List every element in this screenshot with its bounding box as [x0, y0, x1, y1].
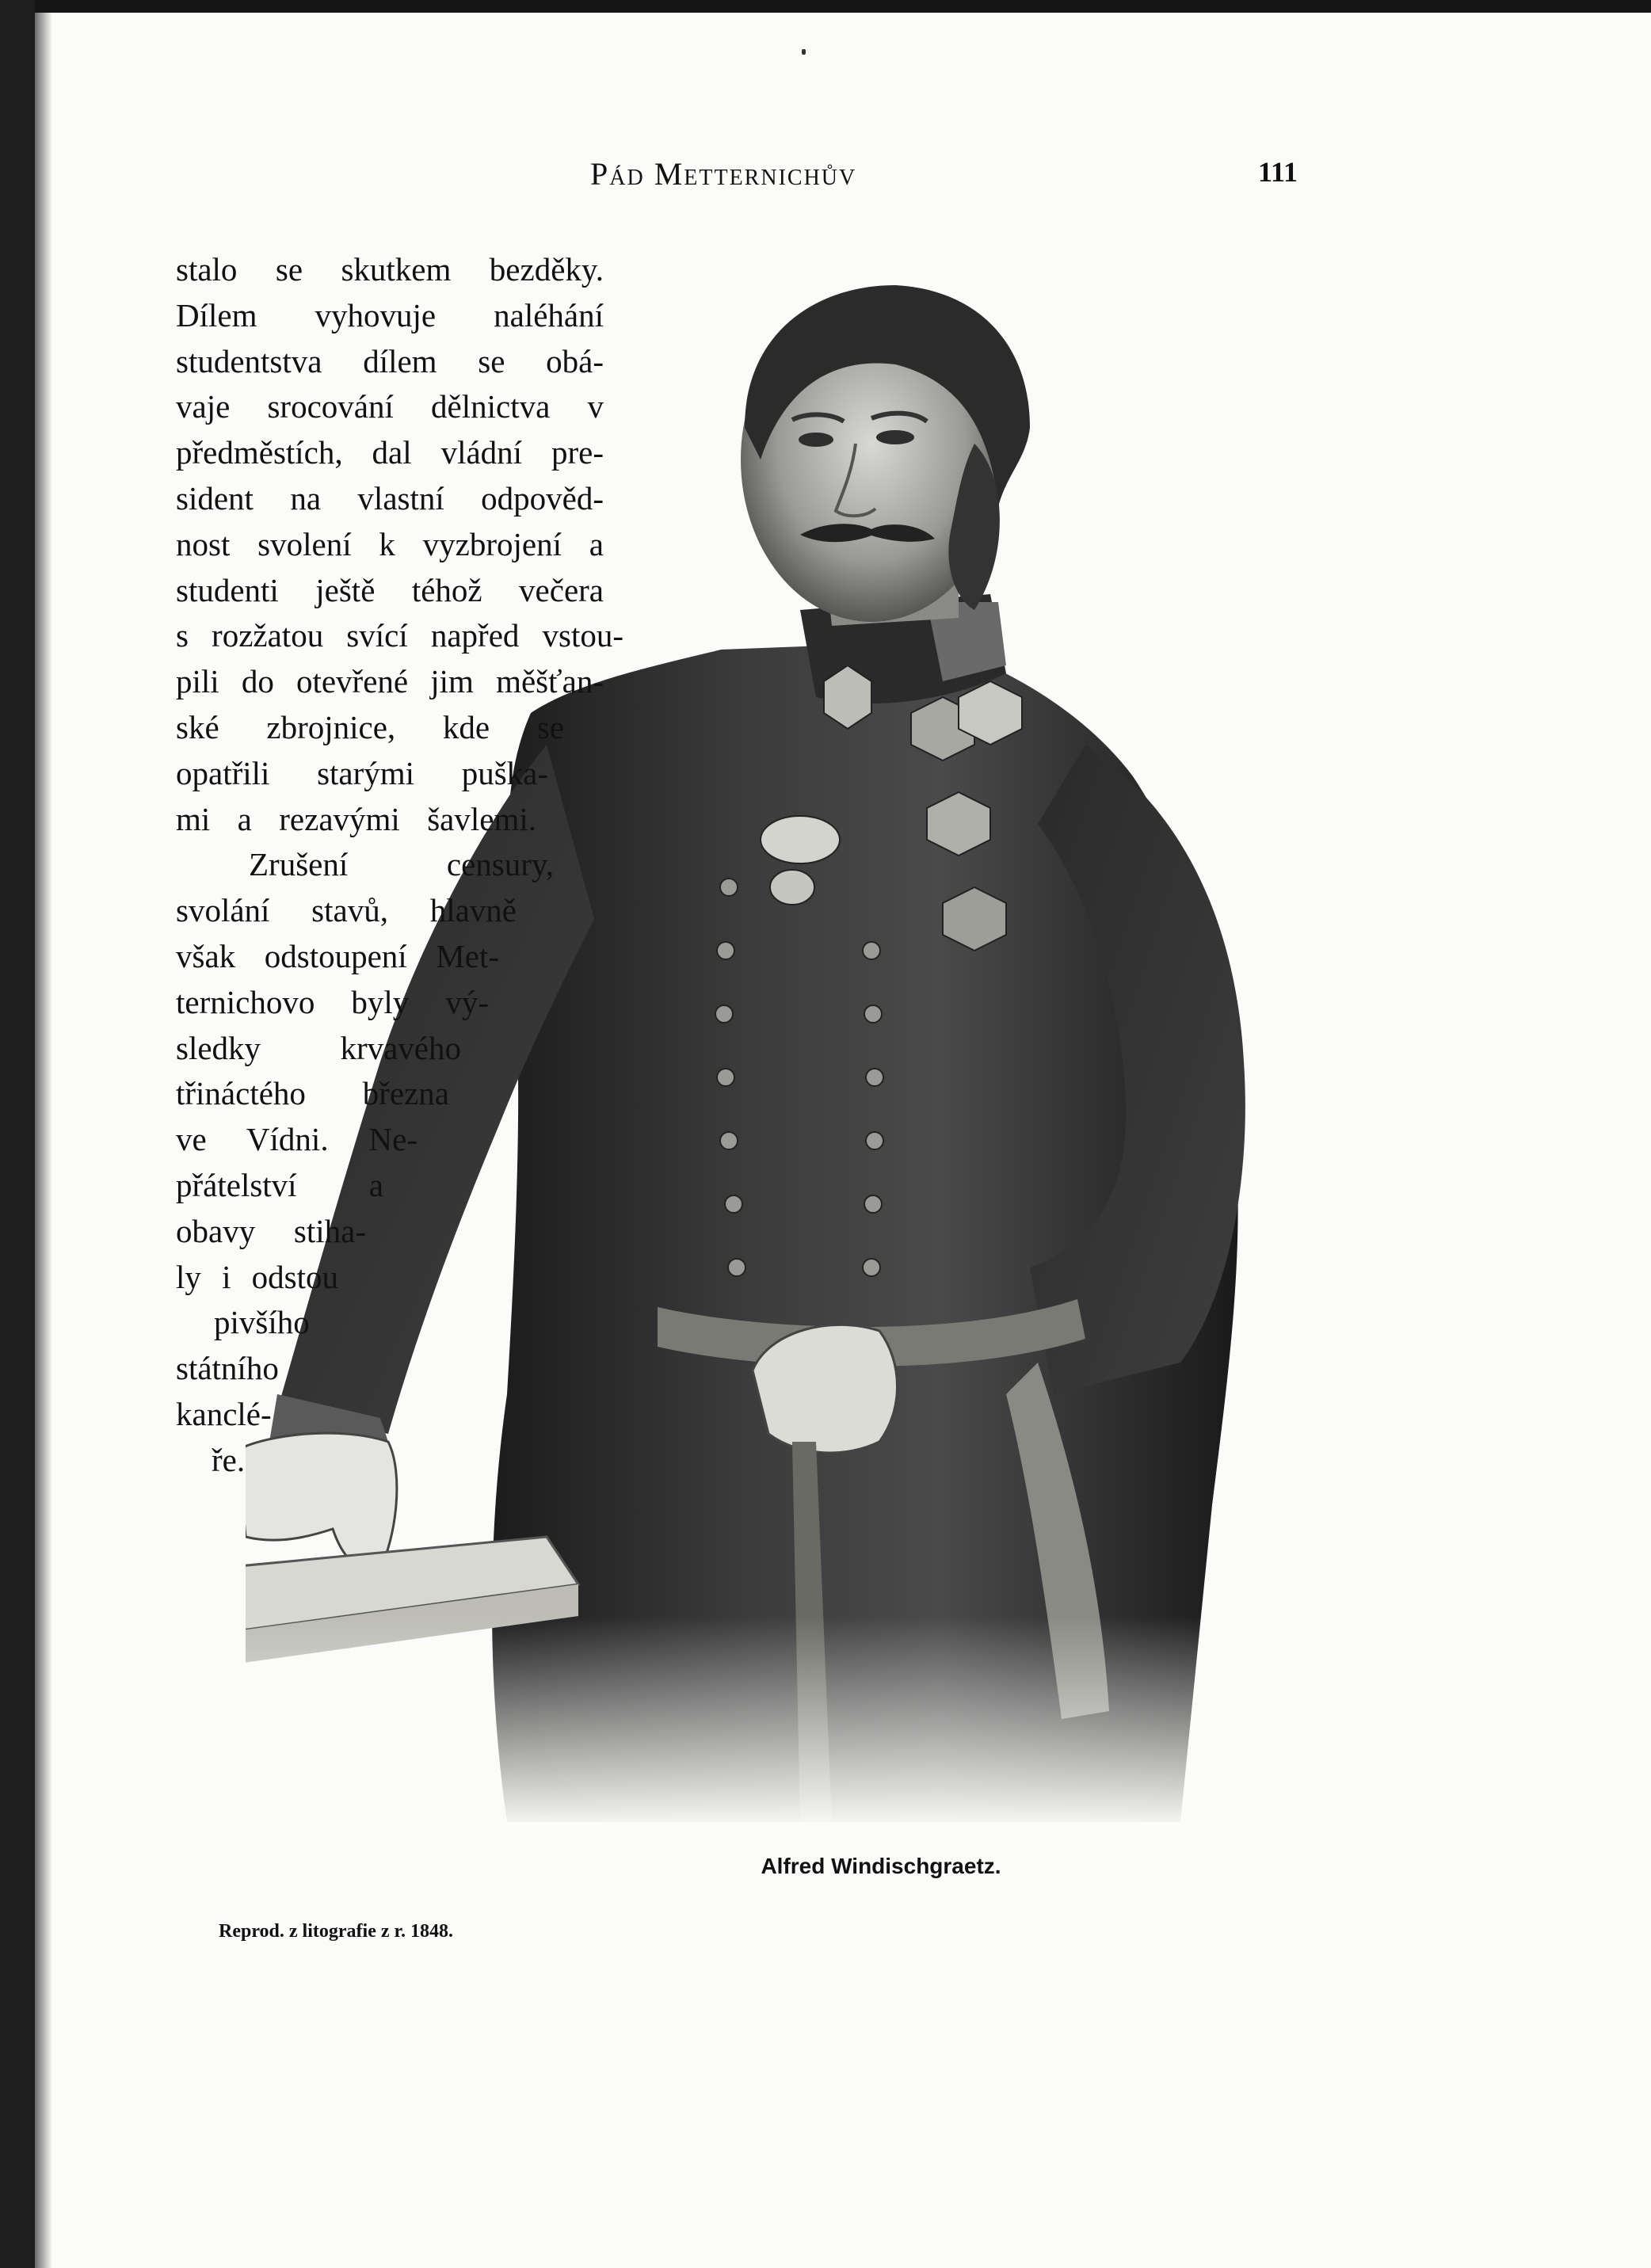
book-spine-edge [0, 0, 35, 2268]
body-line: studentstva dílem se obá- [176, 342, 604, 379]
body-line: svolání stavů, hlavně [176, 892, 517, 929]
body-line: ve Vídni. Ne- [176, 1121, 418, 1158]
body-line: s rozžatou svící napřed vstou- [176, 617, 623, 654]
body-line: nost svolení k vyzbrojení a [176, 525, 604, 562]
gutter-shadow [35, 13, 52, 2268]
body-line: mi a rezavými šavlemi. [176, 800, 536, 837]
body-line: předměstích, dal vládní pre- [176, 434, 604, 471]
figure-caption: Alfred Windischgraetz. [761, 1854, 1001, 1878]
scan-top-edge [0, 0, 1651, 13]
body-line: Dílem vyhovuje naléhání [176, 296, 604, 334]
body-line: ly i odstou [176, 1258, 338, 1295]
body-line: obavy stiha- [176, 1212, 366, 1249]
body-line: však odstoupení Met- [176, 937, 499, 974]
body-line: ternichovo byly vý- [176, 983, 489, 1020]
body-line: opatřili starými puška- [176, 754, 548, 791]
body-line: pivšího [214, 1304, 310, 1341]
page-number: 111 [1258, 156, 1298, 188]
ink-speck [802, 49, 806, 55]
running-header-title: Pád Metternichův [590, 156, 857, 192]
reproduction-credit: Reprod. z litografie z r. 1848. [219, 1921, 453, 1942]
body-line: vaje srocování dělnictva v [176, 388, 604, 425]
body-line: státního [176, 1350, 279, 1387]
body-line: ře. [212, 1441, 246, 1478]
body-line: sledky krvavého [176, 1029, 461, 1066]
body-line: stalo se skutkem bezděky. [176, 251, 604, 288]
body-line: přátelství a [176, 1166, 383, 1203]
body-line: pili do otevřené jim měšťan- [176, 663, 604, 700]
body-line: kanclé- [176, 1395, 272, 1432]
body-text-column [176, 247, 623, 1484]
body-line: studenti ještě téhož večera [176, 571, 604, 608]
body-line: sident na vlastní odpověd- [176, 479, 604, 516]
body-line: třináctého března [176, 1075, 449, 1112]
body-line: Zrušení censury, [249, 846, 554, 883]
body-line: ské zbrojnice, kde se [176, 708, 564, 745]
